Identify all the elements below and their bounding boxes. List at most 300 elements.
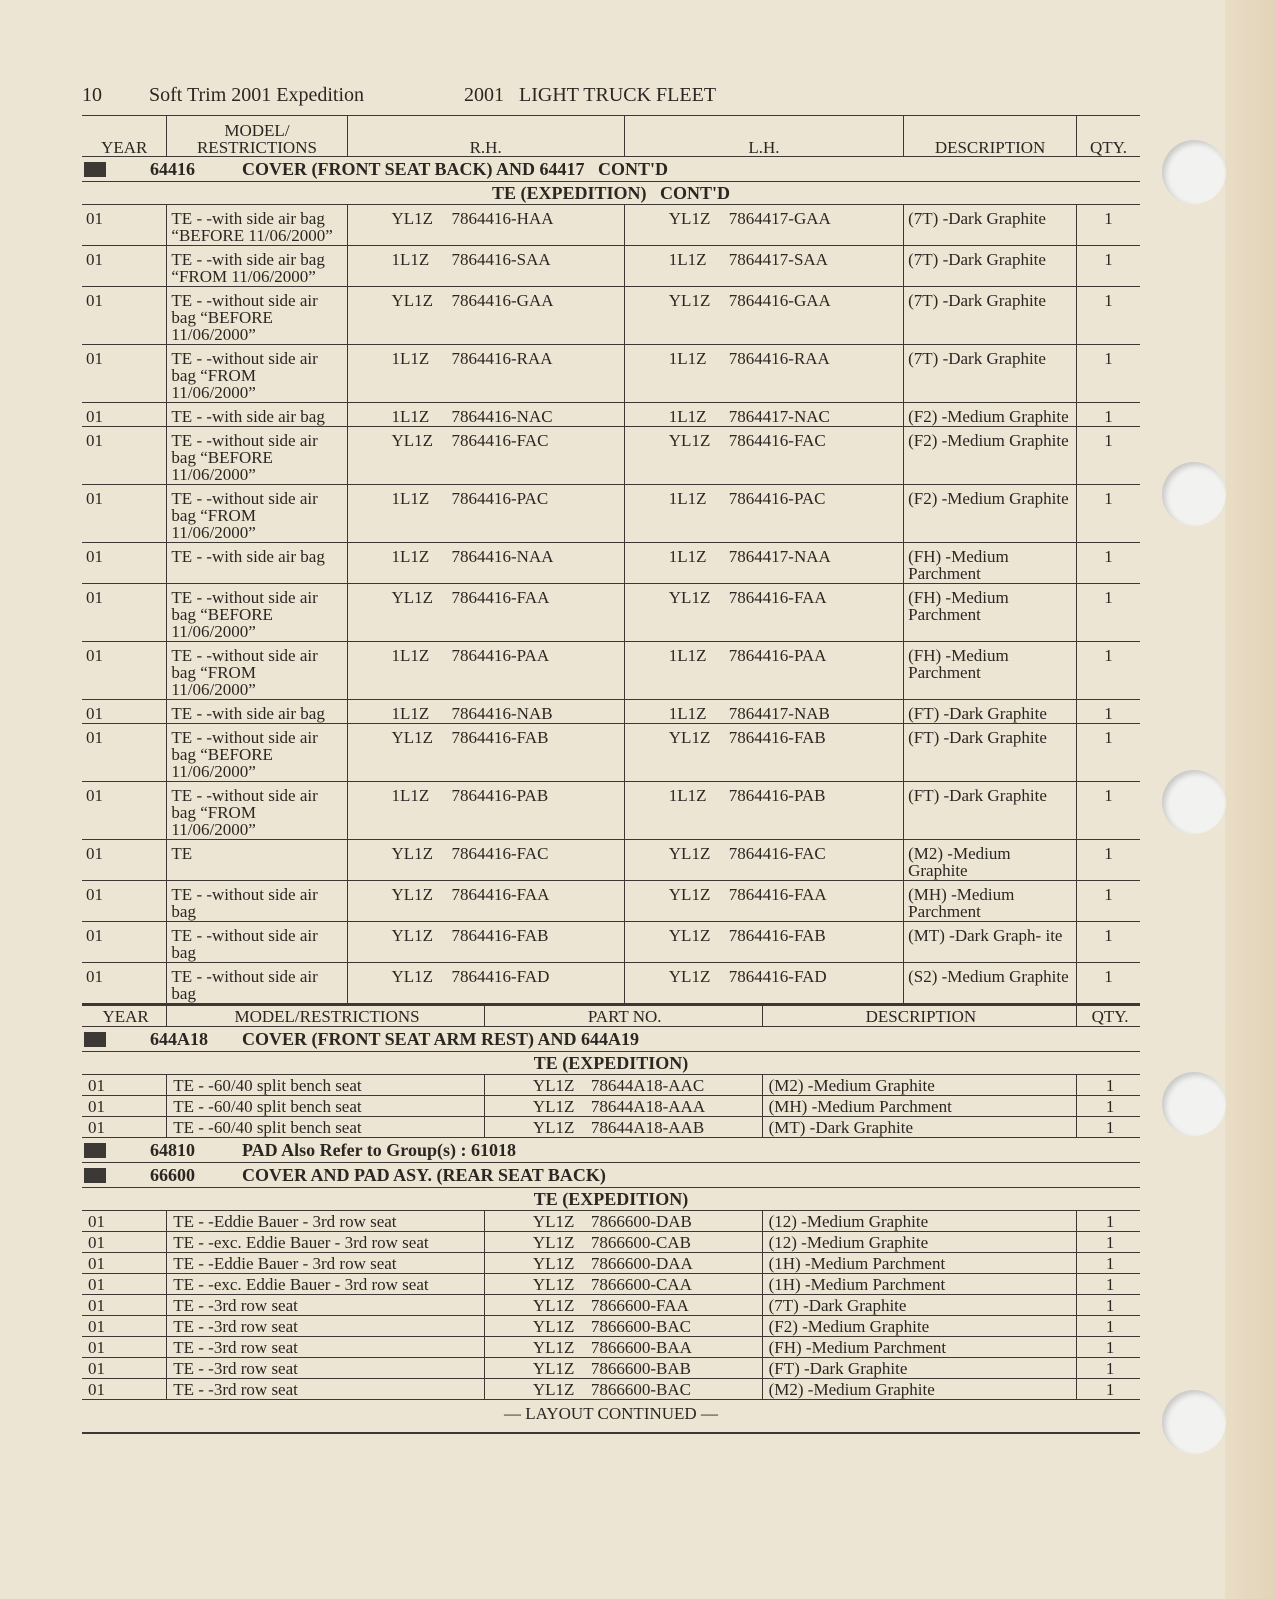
model-cell: TE - -60/40 split bench seat [167, 1117, 485, 1138]
subgroup-title: TE (EXPEDITION) CONT'D [491, 183, 731, 203]
group-marker-icon [84, 1143, 106, 1158]
part-prefix: YL1Z [532, 1317, 575, 1336]
group-marker-icon [84, 1032, 106, 1047]
year-cell: 01 [82, 246, 167, 287]
page-number: 10 [82, 84, 102, 106]
lh-part-cell [624, 345, 903, 403]
rh-part-number: 7864416-NAB [451, 704, 553, 723]
rh-part-cell [347, 246, 624, 287]
part-number: 7866600-BAA [590, 1338, 692, 1357]
qty-cell: 1 [1077, 485, 1140, 543]
part-cell [484, 1096, 762, 1117]
qty-cell: 1 [1077, 642, 1140, 700]
model-cell: TE - -with side air bag “FROM 11/06/2000” [167, 246, 347, 287]
table-row [82, 205, 1140, 246]
group-marker-icon [84, 162, 106, 177]
year-cell: 01 [82, 642, 167, 700]
year-cell: 01 [82, 1274, 167, 1295]
table-row [82, 840, 1140, 881]
part-cell [484, 1316, 762, 1337]
part-header: PART NO. [484, 1005, 762, 1027]
rh-part-cell [347, 642, 624, 700]
model-cell: TE - -with side air bag [167, 543, 347, 584]
part-number: 7866600-BAC [590, 1380, 691, 1399]
rh-part-cell [347, 427, 624, 485]
rh-prefix: YL1Z [391, 209, 434, 228]
lh-part-number: 7864416-RAA [728, 349, 830, 368]
qty-cell: 1 [1077, 700, 1140, 724]
description-header: DESCRIPTION [904, 116, 1077, 157]
rh-prefix: 1L1Z [391, 407, 430, 426]
part-prefix: YL1Z [532, 1275, 575, 1294]
model-cell: TE - -3rd row seat [167, 1379, 485, 1400]
part-prefix: YL1Z [532, 1076, 575, 1095]
year-cell: 01 [82, 1379, 167, 1400]
qty-cell: 1 [1077, 1232, 1140, 1253]
qty-cell: 1 [1077, 584, 1140, 642]
rh-part-cell [347, 881, 624, 922]
year-cell: 01 [82, 205, 167, 246]
year-cell: 01 [82, 1075, 167, 1096]
lh-part-cell [624, 543, 903, 584]
year-cell: 01 [82, 922, 167, 963]
lh-header: L.H. [624, 116, 903, 157]
table-row [82, 642, 1140, 700]
year-cell: 01 [82, 881, 167, 922]
year-cell: 01 [82, 724, 167, 782]
table-row [82, 782, 1140, 840]
description-cell: (F2) -Medium Graphite [904, 403, 1077, 427]
group-heading [82, 157, 1140, 181]
rh-part-number: 7864416-FAC [451, 431, 549, 450]
description-cell: (7T) -Dark Graphite [904, 287, 1077, 345]
rh-part-number: 7864416-GAA [451, 291, 554, 310]
description-cell: (FH) -Medium Parchment [904, 543, 1077, 584]
group-number: 64416 [150, 159, 195, 179]
lh-prefix: YL1Z [668, 728, 711, 747]
lh-part-cell [624, 246, 903, 287]
model-cell: TE - -3rd row seat [167, 1295, 485, 1316]
year-cell: 01 [82, 485, 167, 543]
rh-prefix: YL1Z [391, 728, 434, 747]
layout-continued-note: — LAYOUT CONTINUED — [504, 1404, 718, 1423]
part-cell [484, 1075, 762, 1096]
qty-cell: 1 [1077, 287, 1140, 345]
model-cell: TE - -exc. Eddie Bauer - 3rd row seat [167, 1274, 485, 1295]
model-cell: TE - -exc. Eddie Bauer - 3rd row seat [167, 1232, 485, 1253]
group-title: COVER (FRONT SEAT BACK) AND 64417 CONT'D [242, 159, 669, 179]
lh-part-number: 7864417-NAC [728, 407, 830, 426]
part-number: 7866600-FAA [590, 1296, 689, 1315]
model-header: MODEL/RESTRICTIONS [167, 1005, 485, 1027]
part-cell [484, 1358, 762, 1379]
qty-cell: 1 [1077, 205, 1140, 246]
description-cell: (1H) -Medium Parchment [762, 1274, 1077, 1295]
part-cell [484, 1117, 762, 1138]
group-heading [82, 1163, 1140, 1187]
lh-part-cell [624, 700, 903, 724]
table-row [82, 345, 1140, 403]
rh-part-number: 7864416-PAA [451, 646, 550, 665]
description-cell: (M2) -Medium Graphite [762, 1075, 1077, 1096]
model-cell: TE - -Eddie Bauer - 3rd row seat [167, 1211, 485, 1232]
lh-prefix: YL1Z [668, 209, 711, 228]
part-prefix: YL1Z [532, 1097, 575, 1116]
rh-header: R.H. [347, 116, 624, 157]
lh-prefix: 1L1Z [668, 407, 707, 426]
lh-part-cell [624, 403, 903, 427]
lh-prefix: 1L1Z [668, 250, 707, 269]
rh-part-cell [347, 345, 624, 403]
part-cell [484, 1274, 762, 1295]
table-row [82, 287, 1140, 345]
lh-part-number: 7864416-FAC [728, 431, 826, 450]
part-number: 78644A18-AAB [590, 1118, 705, 1137]
description-cell: (FT) -Dark Graphite [904, 700, 1077, 724]
year-cell: 01 [82, 782, 167, 840]
bottom-rule [82, 1432, 1140, 1434]
lh-prefix: 1L1Z [668, 646, 707, 665]
table-row [82, 1117, 1140, 1138]
qty-cell: 1 [1077, 543, 1140, 584]
publication-title: 2001 LIGHT TRUCK FLEET [464, 84, 717, 106]
description-cell: (MT) -Dark Graphite [762, 1117, 1077, 1138]
rh-part-cell [347, 485, 624, 543]
rh-part-cell [347, 724, 624, 782]
group-heading [82, 1027, 1140, 1051]
model-cell: TE - -without side air bag “BEFORE 11/06/2000” [167, 427, 347, 485]
rh-prefix: YL1Z [391, 885, 434, 904]
qty-cell: 1 [1077, 840, 1140, 881]
rh-prefix: 1L1Z [391, 646, 430, 665]
rh-part-cell [347, 584, 624, 642]
lh-part-number: 7864416-PAA [728, 646, 827, 665]
lh-part-number: 7864417-SAA [728, 250, 828, 269]
part-prefix: YL1Z [532, 1118, 575, 1137]
qty-cell: 1 [1077, 881, 1140, 922]
lh-part-number: 7864417-NAA [728, 547, 831, 566]
year-cell: 01 [82, 345, 167, 403]
table-row [82, 246, 1140, 287]
table-row [82, 1337, 1140, 1358]
description-cell: (FT) -Dark Graphite [904, 724, 1077, 782]
qty-cell: 1 [1077, 1117, 1140, 1138]
page-edge [1225, 0, 1275, 1599]
part-prefix: YL1Z [532, 1233, 575, 1252]
description-cell: (1H) -Medium Parchment [762, 1253, 1077, 1274]
qty-cell: 1 [1077, 1358, 1140, 1379]
subgroup-row [82, 1188, 1140, 1211]
qty-cell: 1 [1077, 1316, 1140, 1337]
subgroup-row [82, 1052, 1140, 1075]
subgroup-title: TE (EXPEDITION) [533, 1053, 689, 1073]
description-cell: (M2) -Medium Graphite [904, 840, 1077, 881]
front-seat-back-table [82, 115, 1140, 1004]
description-cell: (FH) -Medium Parchment [904, 584, 1077, 642]
part-number: 78644A18-AAA [590, 1097, 706, 1116]
year-cell: 01 [82, 584, 167, 642]
lh-prefix: YL1Z [668, 926, 711, 945]
binder-hole-2 [1162, 462, 1226, 526]
year-cell: 01 [82, 1232, 167, 1253]
rh-prefix: YL1Z [391, 844, 434, 863]
year-cell: 01 [82, 1211, 167, 1232]
lh-prefix: 1L1Z [668, 489, 707, 508]
group-row [82, 157, 1140, 182]
lh-prefix: YL1Z [668, 291, 711, 310]
part-prefix: YL1Z [532, 1338, 575, 1357]
year-cell: 01 [82, 1117, 167, 1138]
model-cell: TE - -without side air bag [167, 881, 347, 922]
binder-hole-1 [1162, 140, 1226, 204]
part-prefix: YL1Z [532, 1254, 575, 1273]
part-cell [484, 1337, 762, 1358]
lh-part-number: 7864416-FAD [728, 967, 827, 986]
lh-part-cell [624, 724, 903, 782]
table-row [82, 1075, 1140, 1096]
subgroup-row [82, 182, 1140, 205]
lh-prefix: 1L1Z [668, 704, 707, 723]
binder-hole-3 [1162, 770, 1226, 834]
lh-part-number: 7864416-FAB [728, 926, 826, 945]
rh-part-number: 7864416-NAC [451, 407, 553, 426]
rh-part-cell [347, 922, 624, 963]
qty-cell: 1 [1077, 1295, 1140, 1316]
group-number: 64810 [150, 1140, 195, 1160]
year-header: YEAR [82, 1005, 167, 1027]
qty-cell: 1 [1077, 963, 1140, 1004]
binder-hole-5 [1162, 1390, 1226, 1454]
group-marker-icon [84, 1168, 106, 1183]
model-cell: TE - -without side air bag [167, 922, 347, 963]
model-cell: TE - -3rd row seat [167, 1316, 485, 1337]
model-cell: TE - -60/40 split bench seat [167, 1096, 485, 1117]
description-cell: (MT) -Dark Graph- ite [904, 922, 1077, 963]
qty-cell: 1 [1077, 345, 1140, 403]
description-cell: (F2) -Medium Graphite [904, 485, 1077, 543]
part-number: 7866600-CAB [590, 1233, 691, 1252]
rh-prefix: YL1Z [391, 291, 434, 310]
lh-prefix: YL1Z [668, 885, 711, 904]
group-row [82, 1163, 1140, 1188]
rh-part-number: 7864416-FAA [451, 885, 550, 904]
parts-listing [82, 115, 1140, 1434]
page-header [82, 84, 1142, 112]
lh-prefix: 1L1Z [668, 786, 707, 805]
rh-part-number: 7864416-NAA [451, 547, 554, 566]
subgroup-title: TE (EXPEDITION) [533, 1189, 689, 1209]
table-row [82, 881, 1140, 922]
description-cell: (12) -Medium Graphite [762, 1232, 1077, 1253]
lh-part-number: 7864416-GAA [728, 291, 831, 310]
model-cell: TE - -Eddie Bauer - 3rd row seat [167, 1253, 485, 1274]
table-row [82, 1316, 1140, 1337]
rh-part-number: 7864416-FAA [451, 588, 550, 607]
model-cell: TE - -without side air bag “FROM 11/06/2000” [167, 485, 347, 543]
rh-part-number: 7864416-RAA [451, 349, 553, 368]
rh-part-cell [347, 543, 624, 584]
description-cell: (7T) -Dark Graphite [904, 246, 1077, 287]
year-cell: 01 [82, 1358, 167, 1379]
lh-part-number: 7864416-PAC [728, 489, 826, 508]
group-title: COVER (FRONT SEAT ARM REST) AND 644A19 [242, 1029, 640, 1049]
table-row [82, 724, 1140, 782]
part-number: 78644A18-AAC [590, 1076, 705, 1095]
lh-part-cell [624, 881, 903, 922]
year-cell: 01 [82, 1316, 167, 1337]
table-row [82, 922, 1140, 963]
part-prefix: YL1Z [532, 1212, 575, 1231]
model-cell: TE - -without side air bag “BEFORE 11/06/2000” [167, 287, 347, 345]
lh-part-cell [624, 584, 903, 642]
description-cell: (S2) -Medium Graphite [904, 963, 1077, 1004]
table-row [82, 1253, 1140, 1274]
lh-part-cell [624, 922, 903, 963]
rh-prefix: 1L1Z [391, 547, 430, 566]
table-row [82, 1211, 1140, 1232]
qty-cell: 1 [1077, 1075, 1140, 1096]
binder-hole-4 [1162, 1072, 1226, 1136]
rh-prefix: YL1Z [391, 588, 434, 607]
part-cell [484, 1295, 762, 1316]
rh-part-number: 7864416-PAC [451, 489, 549, 508]
model-cell: TE - -with side air bag [167, 403, 347, 427]
rh-prefix: 1L1Z [391, 349, 430, 368]
description-cell: (F2) -Medium Graphite [904, 427, 1077, 485]
model-cell: TE - -without side air bag “FROM 11/06/2000” [167, 345, 347, 403]
rh-part-cell [347, 205, 624, 246]
rh-part-cell [347, 963, 624, 1004]
qty-cell: 1 [1077, 1379, 1140, 1400]
rh-prefix: 1L1Z [391, 786, 430, 805]
qty-cell: 1 [1077, 246, 1140, 287]
rh-part-number: 7864416-FAC [451, 844, 549, 863]
year-cell: 01 [82, 543, 167, 584]
group-title: PAD Also Refer to Group(s) : 61018 [242, 1140, 516, 1160]
lh-part-number: 7864416-FAC [728, 844, 826, 863]
rh-prefix: YL1Z [391, 967, 434, 986]
rh-prefix: YL1Z [391, 926, 434, 945]
part-prefix: YL1Z [532, 1296, 575, 1315]
group-number: 644A18 [150, 1029, 208, 1049]
rh-prefix: 1L1Z [391, 704, 430, 723]
model-cell: TE - -without side air bag [167, 963, 347, 1004]
model-cell: TE - -without side air bag “BEFORE 11/06/2000” [167, 584, 347, 642]
year-cell: 01 [82, 1253, 167, 1274]
group-row [82, 1027, 1140, 1052]
qty-cell: 1 [1077, 724, 1140, 782]
rh-prefix: 1L1Z [391, 250, 430, 269]
rh-part-cell [347, 287, 624, 345]
table-row [82, 1096, 1140, 1117]
lh-part-cell [624, 963, 903, 1004]
qty-cell: 1 [1077, 922, 1140, 963]
table-header [82, 116, 1140, 157]
part-cell [484, 1211, 762, 1232]
qty-cell: 1 [1077, 1337, 1140, 1358]
description-cell: (FT) -Dark Graphite [762, 1358, 1077, 1379]
lh-prefix: YL1Z [668, 967, 711, 986]
qty-cell: 1 [1077, 427, 1140, 485]
lh-part-number: 7864416-PAB [728, 786, 826, 805]
table-row [82, 1295, 1140, 1316]
rh-part-cell [347, 700, 624, 724]
lh-part-number: 7864417-GAA [728, 209, 831, 228]
qty-cell: 1 [1077, 782, 1140, 840]
year-cell: 01 [82, 1096, 167, 1117]
table-row [82, 1379, 1140, 1400]
year-cell: 01 [82, 840, 167, 881]
table-row [82, 1232, 1140, 1253]
description-cell: (7T) -Dark Graphite [762, 1295, 1077, 1316]
table-row [82, 1274, 1140, 1295]
qty-cell: 1 [1077, 1253, 1140, 1274]
part-number: 7866600-DAA [590, 1254, 693, 1273]
section-title: Soft Trim 2001 Expedition [149, 84, 365, 106]
table-row [82, 584, 1140, 642]
model-cell: TE [167, 840, 347, 881]
description-cell: (MH) -Medium Parchment [762, 1096, 1077, 1117]
rh-part-number: 7864416-HAA [451, 209, 554, 228]
table-row [82, 403, 1140, 427]
rh-part-number: 7864416-FAD [451, 967, 550, 986]
lh-prefix: YL1Z [668, 844, 711, 863]
table-row [82, 543, 1140, 584]
part-number: 7866600-BAB [590, 1359, 691, 1378]
lh-part-cell [624, 642, 903, 700]
lh-part-number: 7864416-FAA [728, 588, 827, 607]
lh-prefix: 1L1Z [668, 547, 707, 566]
model-cell: TE - -3rd row seat [167, 1358, 485, 1379]
lh-part-cell [624, 205, 903, 246]
rh-prefix: 1L1Z [391, 489, 430, 508]
group-row [82, 1138, 1140, 1163]
part-cell [484, 1253, 762, 1274]
rh-part-number: 7864416-SAA [451, 250, 551, 269]
rh-part-number: 7864416-PAB [451, 786, 549, 805]
part-cell [484, 1232, 762, 1253]
model-cell: TE - -with side air bag “BEFORE 11/06/2000” [167, 205, 347, 246]
qty-cell: 1 [1077, 1096, 1140, 1117]
rh-part-number: 7864416-FAB [451, 728, 549, 747]
group-number: 66600 [150, 1165, 195, 1185]
year-cell: 01 [82, 403, 167, 427]
description-header: DESCRIPTION [762, 1005, 1077, 1027]
year-cell: 01 [82, 427, 167, 485]
rh-part-cell [347, 403, 624, 427]
part-cell [484, 1379, 762, 1400]
lh-part-cell [624, 782, 903, 840]
qty-cell: 1 [1077, 1211, 1140, 1232]
model-cell: TE - -3rd row seat [167, 1337, 485, 1358]
model-cell: TE - -with side air bag [167, 700, 347, 724]
group-heading [82, 1138, 1140, 1162]
model-cell: TE - -without side air bag “FROM 11/06/2000” [167, 642, 347, 700]
description-cell: (M2) -Medium Graphite [762, 1379, 1077, 1400]
qty-cell: 1 [1077, 1274, 1140, 1295]
description-cell: (FH) -Medium Parchment [904, 642, 1077, 700]
year-cell: 01 [82, 1295, 167, 1316]
lh-prefix: YL1Z [668, 431, 711, 450]
lh-part-number: 7864416-FAB [728, 728, 826, 747]
lh-prefix: 1L1Z [668, 349, 707, 368]
lh-part-cell [624, 287, 903, 345]
table-row [82, 963, 1140, 1004]
year-cell: 01 [82, 1337, 167, 1358]
year-cell: 01 [82, 287, 167, 345]
part-number: 7866600-BAC [590, 1317, 691, 1336]
lh-part-cell [624, 840, 903, 881]
